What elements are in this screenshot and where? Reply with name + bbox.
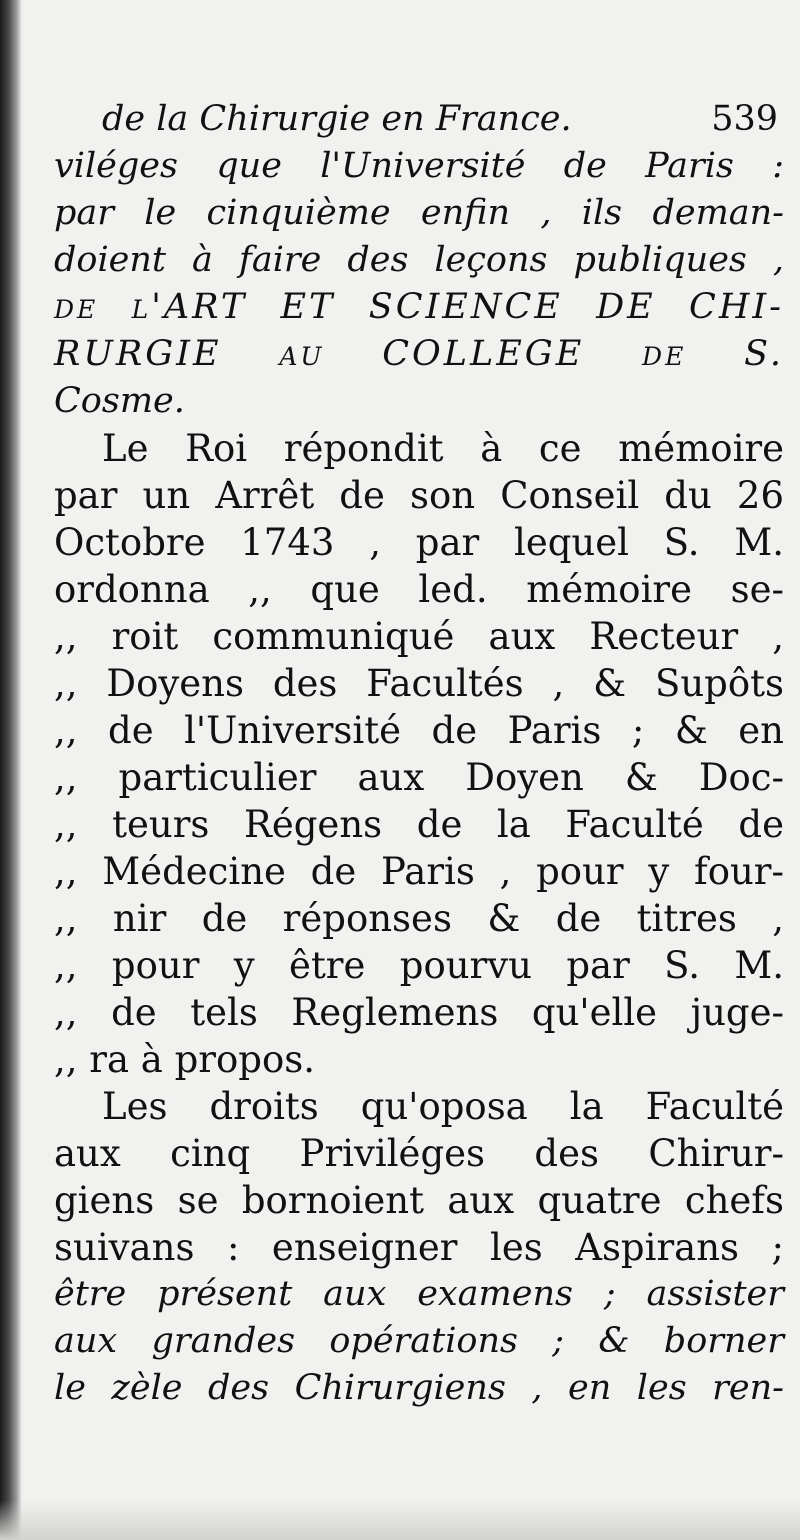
text-line-6: Cosme. [54, 381, 185, 421]
text-line-13: ,, de l'Université de Paris ; & en [54, 709, 784, 752]
text-line-18: ,, pour y être pourvu par S. M. [54, 944, 784, 987]
text-line-1: viléges que l'Université de Paris : [54, 146, 784, 186]
text-line-26: aux grandes opérations ; & borner [54, 1321, 784, 1361]
text-line-3: doient à faire des leçons publiques , [54, 240, 784, 280]
text-line-4: de l'ART ET SCIENCE DE CHI- [54, 287, 784, 327]
text-line-8: par un Arrêt de son Conseil du 26 [54, 474, 784, 517]
text-line-24: suivans : enseigner les Aspirans ; [54, 1226, 784, 1269]
page-text [54, 96, 784, 1412]
text-line-12: ,, Doyens des Facultés , & Supôts [54, 662, 784, 705]
text-line-10: ordonna ,, que led. mémoire se- [54, 568, 784, 611]
text-line-17: ,, nir de réponses & de titres , [54, 897, 784, 940]
page-bottom-shadow [0, 1500, 800, 1540]
text-line-2: par le cinquième enfin , ils deman- [54, 193, 784, 233]
running-header [54, 96, 784, 143]
text-line-23: giens se bornoient aux quatre chefs [54, 1179, 784, 1222]
page-number: 539 [711, 99, 778, 139]
text-line-11: ,, roit communiqué aux Recteur , [54, 615, 784, 658]
text-line-9: Octobre 1743 , par lequel S. M. [54, 521, 784, 564]
text-line-16: ,, Médecine de Paris , pour y four- [54, 850, 784, 893]
text-line-14: ,, particulier aux Doyen & Doc- [54, 756, 784, 799]
running-title: de la Chirurgie en France. [102, 99, 572, 139]
page-gutter-shadow [0, 0, 22, 1540]
text-line-15: ,, teurs Régens de la Faculté de [54, 803, 784, 846]
text-line-27: le zèle des Chirurgiens , en les ren- [54, 1368, 784, 1408]
text-line-20: ,, ra à propos. [54, 1038, 315, 1081]
text-line-21: Les droits qu'oposa la Faculté [102, 1085, 784, 1128]
text-line-19: ,, de tels Reglemens qu'elle juge- [54, 991, 784, 1034]
text-line-7: Le Roi répondit à ce mémoire [102, 427, 784, 470]
text-line-5: RURGIE au COLLEGE de S. [54, 334, 784, 374]
text-line-22: aux cinq Priviléges des Chirur- [54, 1132, 784, 1175]
text-line-25: être présent aux examens ; assister [54, 1274, 784, 1314]
